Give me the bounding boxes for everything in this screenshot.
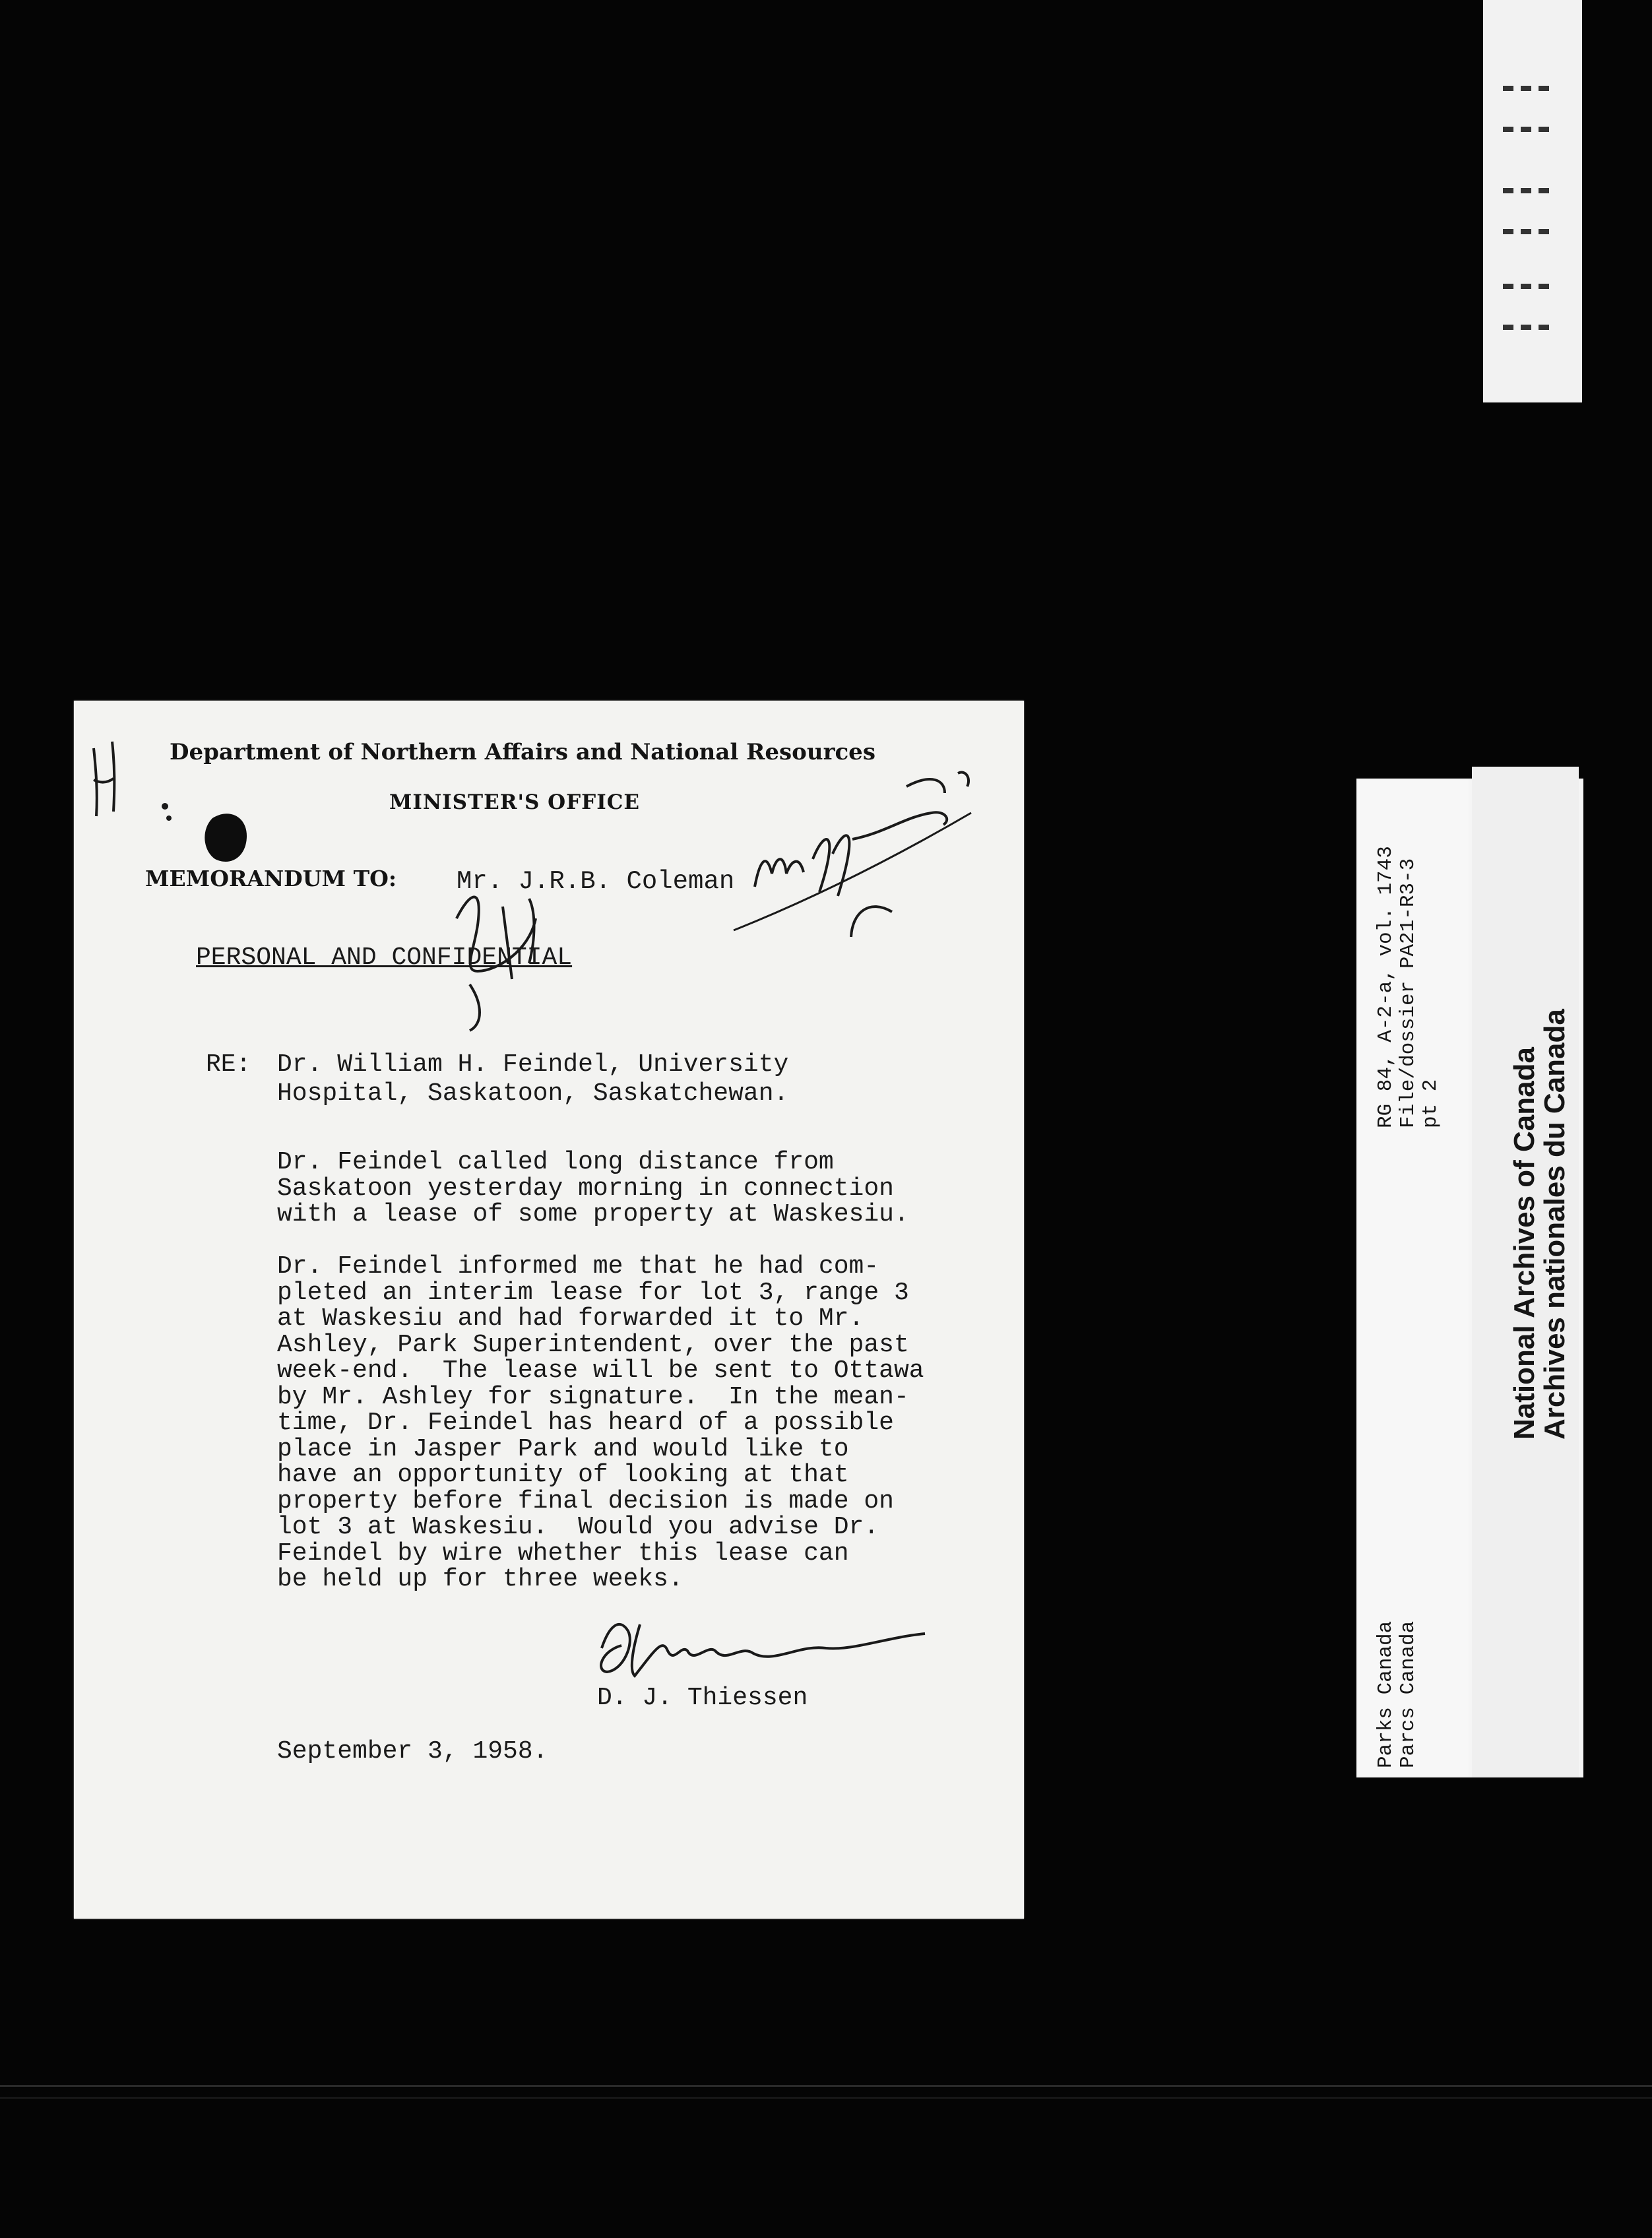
ink-dot: [162, 803, 168, 810]
signatory-signature: [601, 1624, 925, 1676]
memo-date: September 3, 1958.: [277, 1737, 548, 1766]
memo-paragraph: Dr. Feindel called long distance from Saskatoon yesterday morning in connection with a lease of some property at Waskesiu.: [277, 1148, 909, 1229]
signatory-name: D. J. Thiessen: [597, 1684, 808, 1712]
archive-source: Parks Canada Parcs Canada: [1374, 1620, 1420, 1768]
film-edge-strip: [1483, 0, 1582, 402]
archive-label-reference-panel: [1356, 779, 1469, 1777]
re-subject: Dr. William H. Feindel, University Hospital, Saskatoon, Saskatchewan.: [277, 1050, 789, 1108]
memo-to-label: MEMORANDUM TO:: [145, 866, 397, 891]
memo-recipient: Mr. J.R.B. Coleman: [457, 867, 735, 896]
scan-line: [0, 2085, 1652, 2087]
memo-paragraph: Dr. Feindel informed me that he had com- pleted an interim lease for lot 3, range 3 at Waskesiu and had forwarded it to Mr. Ashley, Park Superintendent, over the past week-end. The lease will be sent to Ottawa by Mr. Ashley for signature. In the mean- time, Dr. Feindel has heard of a possible place in Jasper Park and would like to have an opportunity of looking at that property before final decision is made on lot 3 at Waskesiu. Would you advise Dr. Feindel by wire whether this lease can be held up for three weeks.: [277, 1252, 924, 1593]
frame-marker: [1503, 86, 1549, 132]
archive-label: [1356, 779, 1583, 1777]
handwritten-initials: [755, 773, 969, 896]
archive-institution: National Archives of Canada Archives nationales du Canada: [1508, 1009, 1571, 1440]
handwritten-stroke: [734, 813, 971, 930]
memo-document: [74, 701, 1024, 1919]
archive-label-institution-panel: [1472, 767, 1579, 1777]
ink-blot: [205, 814, 247, 862]
frame-marker: [1503, 284, 1549, 330]
scan-line: [0, 2097, 1652, 2099]
archive-reference: RG 84, A-2-a, vol. 1743 File/dossier PA21-R3-3 pt 2: [1374, 846, 1442, 1128]
handwritten-mark: [94, 742, 114, 816]
confidential-marking: PERSONAL AND CONFIDENTIAL: [196, 943, 573, 972]
letterhead-department: Department of Northern Affairs and National Resources: [170, 739, 875, 765]
ink-dot: [166, 815, 172, 821]
letterhead-office: MINISTER'S OFFICE: [389, 790, 640, 814]
frame-marker: [1503, 188, 1549, 234]
re-label: RE:: [206, 1050, 251, 1079]
handwritten-arc: [851, 907, 892, 937]
